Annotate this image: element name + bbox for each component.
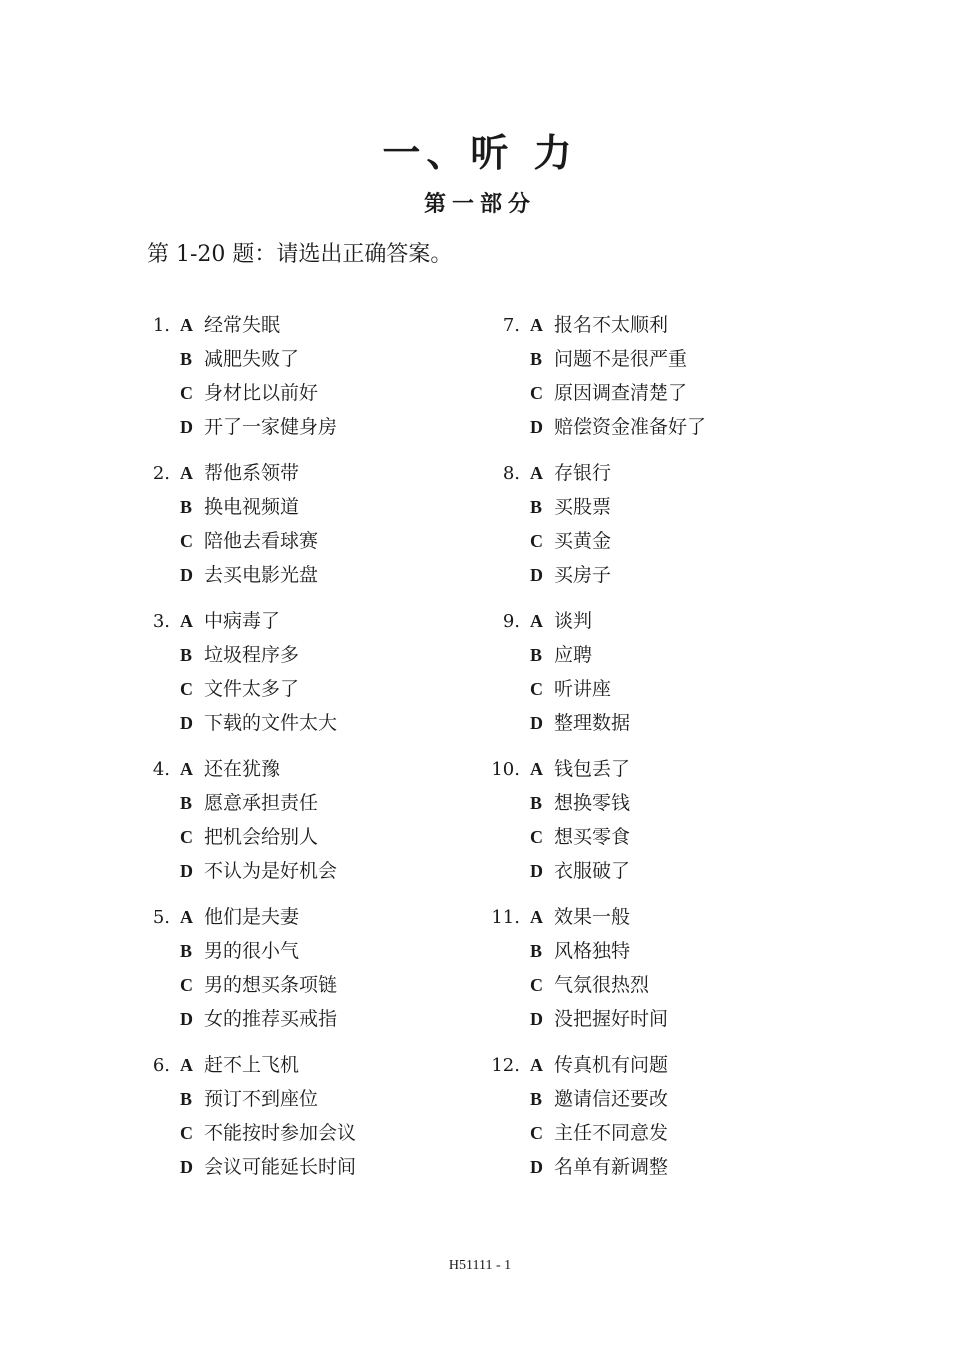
answer-option	[490, 752, 630, 786]
option-text: 还在犹豫	[204, 758, 281, 780]
answer-option	[490, 786, 630, 820]
answer-option	[490, 308, 668, 342]
option-text: 减肥失败了	[204, 348, 300, 370]
question-number: 7.	[502, 315, 520, 336]
answer-option	[490, 900, 630, 934]
answer-option	[140, 854, 337, 888]
option-text: 赔偿资金准备好了	[554, 416, 707, 438]
option-letter: D	[180, 417, 193, 437]
answer-option	[490, 456, 611, 490]
option-letter: D	[530, 713, 543, 733]
option-text: 不能按时参加会议	[204, 1122, 357, 1144]
option-text: 文件太多了	[204, 678, 300, 700]
answer-option	[490, 934, 630, 968]
option-text: 垃圾程序多	[204, 644, 300, 666]
option-letter: D	[530, 1009, 543, 1029]
answer-option	[490, 672, 611, 706]
answer-option	[490, 524, 611, 558]
option-text: 存银行	[554, 462, 612, 484]
option-text: 问题不是很严重	[554, 348, 688, 370]
option-letter: A	[180, 315, 193, 335]
option-letter: C	[180, 827, 193, 847]
question-number: 4.	[152, 759, 170, 780]
question-number: 6.	[152, 1055, 170, 1076]
option-text: 邀请信还要改	[554, 1088, 669, 1110]
question-item	[490, 752, 830, 900]
option-text: 原因调查清楚了	[554, 382, 688, 404]
question-number: 2.	[152, 463, 170, 484]
section-title: 一、听 力	[382, 130, 578, 175]
option-letter: C	[180, 531, 193, 551]
option-letter: D	[180, 1009, 193, 1029]
option-letter: A	[530, 463, 543, 483]
question-item	[490, 900, 830, 1048]
answer-option	[490, 1048, 668, 1082]
answer-option	[490, 1116, 668, 1150]
question-number: 9.	[502, 611, 520, 632]
question-item	[140, 604, 480, 752]
option-letter: A	[530, 907, 543, 927]
option-text: 听讲座	[554, 678, 612, 700]
option-letter: B	[530, 349, 543, 369]
answer-option	[140, 308, 280, 342]
answer-option	[140, 900, 299, 934]
question-column-left	[140, 308, 480, 1196]
question-item	[490, 1048, 830, 1196]
question-number: 3.	[152, 611, 170, 632]
option-text: 陪他去看球赛	[204, 530, 319, 552]
option-letter: A	[530, 611, 543, 631]
option-text: 换电视频道	[204, 496, 300, 518]
answer-option	[140, 934, 299, 968]
option-letter: A	[180, 907, 193, 927]
answer-option	[140, 1150, 356, 1184]
question-column-right	[490, 308, 830, 1196]
option-text: 会议可能延长时间	[204, 1156, 357, 1178]
option-text: 风格独特	[554, 940, 631, 962]
option-letter: A	[180, 611, 193, 631]
answer-option	[490, 604, 592, 638]
option-letter: C	[180, 679, 193, 699]
answer-option	[140, 1048, 299, 1082]
option-text: 去买电影光盘	[204, 564, 319, 586]
option-text: 中病毒了	[204, 610, 281, 632]
option-letter: B	[180, 349, 193, 369]
instructions: 第 1-20 题：请选出正确答案。	[147, 242, 453, 267]
answer-option	[490, 1150, 668, 1184]
question-number: 1.	[152, 315, 170, 336]
answer-option	[140, 490, 299, 524]
answer-option	[140, 968, 337, 1002]
option-text: 买房子	[554, 564, 612, 586]
answer-option	[490, 410, 706, 444]
answer-option	[490, 342, 687, 376]
option-text: 效果一般	[554, 906, 631, 928]
option-text: 衣服破了	[554, 860, 631, 882]
answer-option	[490, 854, 630, 888]
option-letter: A	[180, 463, 193, 483]
option-letter: C	[530, 1123, 543, 1143]
answer-option	[490, 638, 592, 672]
answer-option	[140, 376, 318, 410]
option-letter: B	[530, 645, 543, 665]
option-letter: D	[180, 713, 193, 733]
option-text: 预订不到座位	[204, 1088, 319, 1110]
part-title: 第一部分	[423, 191, 536, 217]
option-letter: B	[530, 793, 543, 813]
answer-option	[140, 410, 337, 444]
option-letter: B	[530, 941, 543, 961]
option-letter: B	[530, 497, 543, 517]
question-item	[490, 456, 830, 604]
question-item	[140, 1048, 480, 1196]
option-text: 名单有新调整	[554, 1156, 669, 1178]
option-text: 整理数据	[554, 712, 631, 734]
option-letter: D	[180, 1157, 193, 1177]
option-text: 钱包丢了	[554, 758, 631, 780]
answer-option	[140, 638, 299, 672]
option-letter: B	[530, 1089, 543, 1109]
option-letter: A	[530, 759, 543, 779]
question-item	[490, 604, 830, 752]
question-item	[140, 752, 480, 900]
answer-option	[140, 786, 318, 820]
answer-option	[140, 706, 337, 740]
option-letter: D	[530, 861, 543, 881]
question-number: 11.	[491, 907, 520, 928]
answer-option	[140, 558, 318, 592]
answer-option	[140, 752, 280, 786]
option-text: 他们是夫妻	[204, 906, 300, 928]
option-text: 买股票	[554, 496, 612, 518]
option-text: 主任不同意发	[554, 1122, 669, 1144]
option-text: 开了一家健身房	[204, 416, 338, 438]
option-text: 女的推荐买戒指	[204, 1008, 338, 1030]
question-number: 8.	[502, 463, 520, 484]
answer-option	[140, 524, 318, 558]
option-text: 帮他系领带	[204, 462, 300, 484]
option-text: 应聘	[554, 644, 593, 666]
answer-option	[140, 1002, 337, 1036]
answer-option	[140, 672, 299, 706]
option-letter: C	[530, 383, 543, 403]
answer-option	[140, 604, 280, 638]
option-text: 赶不上飞机	[204, 1054, 300, 1076]
option-letter: A	[530, 1055, 543, 1075]
option-text: 把机会给别人	[204, 826, 319, 848]
option-letter: D	[530, 417, 543, 437]
answer-option	[490, 1082, 668, 1116]
answer-option	[490, 706, 630, 740]
option-text: 想换零钱	[554, 792, 631, 814]
answer-option	[490, 968, 649, 1002]
option-letter: D	[180, 861, 193, 881]
option-text: 谈判	[554, 610, 593, 632]
option-text: 报名不太顺利	[554, 314, 669, 336]
option-letter: D	[530, 565, 543, 585]
option-text: 经常失眠	[204, 314, 281, 336]
option-text: 下载的文件太大	[204, 712, 338, 734]
option-letter: C	[180, 1123, 193, 1143]
option-text: 传真机有问题	[554, 1054, 669, 1076]
answer-option	[490, 820, 630, 854]
question-number: 5.	[152, 907, 170, 928]
option-letter: A	[530, 315, 543, 335]
option-letter: B	[180, 1089, 193, 1109]
page-footer: H51111 - 1	[448, 1258, 512, 1273]
option-letter: C	[530, 531, 543, 551]
option-text: 不认为是好机会	[204, 860, 338, 882]
option-text: 没把握好时间	[554, 1008, 669, 1030]
option-text: 身材比以前好	[204, 382, 319, 404]
option-text: 气氛很热烈	[554, 974, 650, 996]
option-letter: C	[530, 975, 543, 995]
option-letter: B	[180, 941, 193, 961]
option-letter: D	[530, 1157, 543, 1177]
option-letter: A	[180, 759, 193, 779]
option-letter: A	[180, 1055, 193, 1075]
option-text: 买黄金	[554, 530, 612, 552]
option-letter: B	[180, 645, 193, 665]
question-number: 10.	[491, 759, 520, 780]
option-letter: C	[180, 383, 193, 403]
option-letter: B	[180, 793, 193, 813]
option-letter: C	[530, 679, 543, 699]
answer-option	[140, 1082, 318, 1116]
option-text: 想买零食	[554, 826, 631, 848]
answer-option	[140, 820, 318, 854]
question-item	[490, 308, 830, 456]
answer-option	[490, 558, 611, 592]
option-text: 愿意承担责任	[204, 792, 319, 814]
option-letter: D	[180, 565, 193, 585]
option-text: 男的很小气	[204, 940, 300, 962]
answer-option	[140, 342, 299, 376]
answer-option	[490, 490, 611, 524]
option-letter: C	[180, 975, 193, 995]
answer-option	[490, 376, 687, 410]
question-number: 12.	[491, 1055, 520, 1076]
answer-option	[140, 456, 299, 490]
question-item	[140, 456, 480, 604]
question-item	[140, 308, 480, 456]
answer-option	[490, 1002, 668, 1036]
option-letter: C	[530, 827, 543, 847]
answer-option	[140, 1116, 356, 1150]
option-text: 男的想买条项链	[204, 974, 338, 996]
option-letter: B	[180, 497, 193, 517]
question-item	[140, 900, 480, 1048]
